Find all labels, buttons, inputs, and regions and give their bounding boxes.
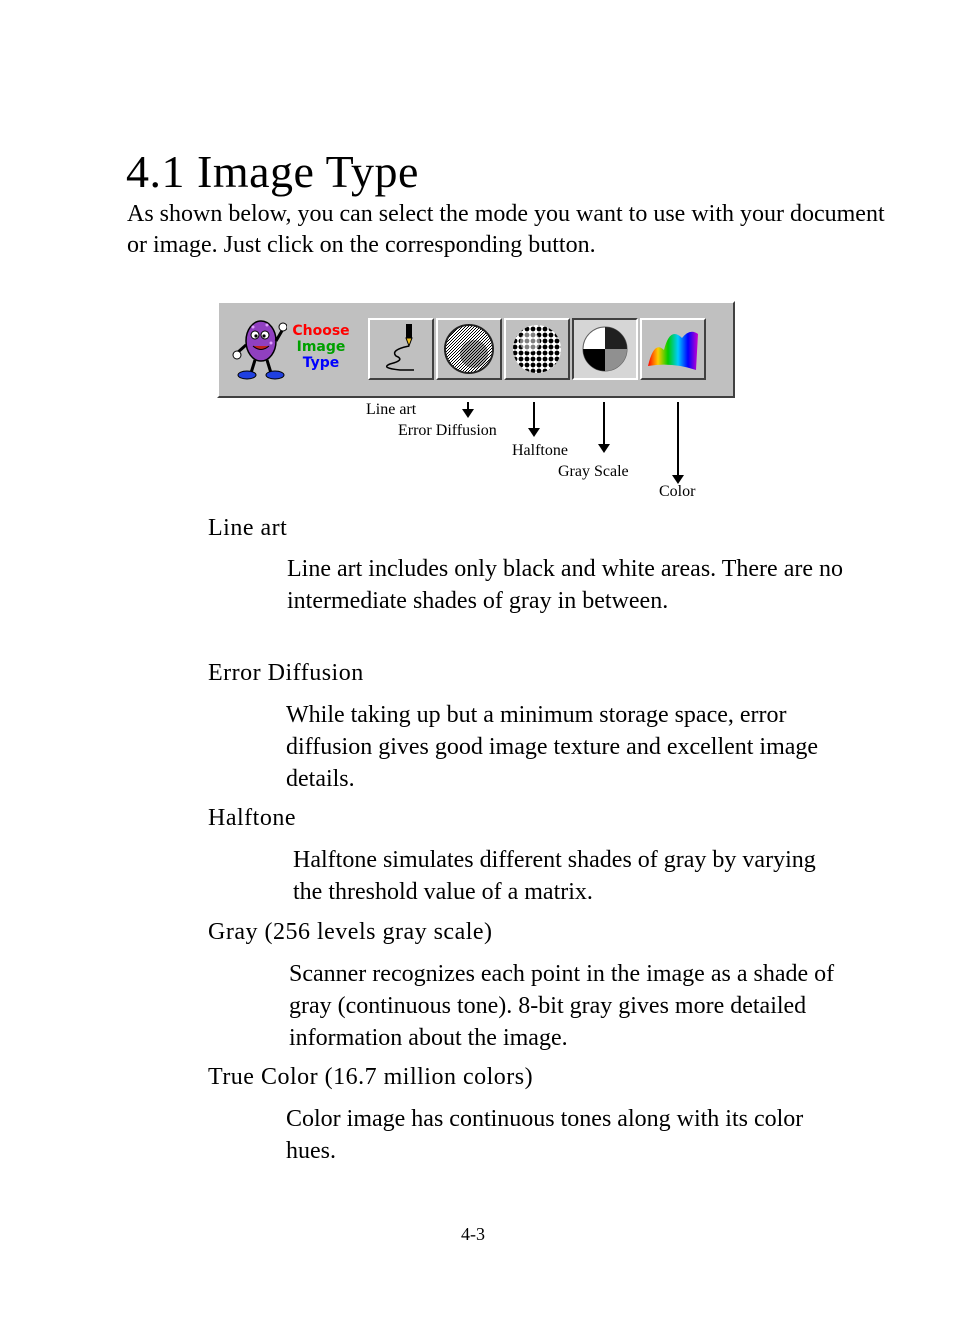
desc-line-art: Line art includes only black and white areas. There are no intermediate shades of gray in between.: [287, 556, 843, 614]
desc-gray: Scanner recognizes each point in the image as a shade of gray (continuous tone). 8-bit gray gives more detailed information about the image.: [289, 961, 835, 1051]
term-error-diffusion: Error Diffusion: [208, 660, 364, 686]
desc-error-diffusion: While taking up but a minimum storage space, error diffusion gives good image texture and excellent image details.: [286, 702, 819, 792]
desc-halftone: Halftone simulates different shades of gray by varying the threshold value of a matrix.: [293, 847, 816, 905]
choose-image-type-label: [291, 323, 351, 371]
page-title: 4.1 Image Type: [126, 146, 419, 197]
arrow-halftone: [598, 402, 610, 453]
term-halftone: Halftone: [208, 805, 296, 831]
intro-paragraph: As shown below, you can select the mode you want to use with your document or image. Just click on the corresponding button.: [127, 201, 885, 258]
callout-error-diffusion: Error Diffusion: [398, 422, 497, 439]
term-line-art: Line art: [208, 515, 288, 541]
term-gray: Gray (256 levels gray scale): [208, 919, 493, 945]
color-icon: [642, 320, 704, 378]
callout-halftone: Halftone: [512, 442, 568, 459]
halftone-icon: [506, 320, 568, 378]
callout-line-art: Line art: [366, 401, 417, 418]
arrow-line-art: [462, 402, 474, 418]
choose-word: Choose: [292, 323, 350, 339]
halftone-button[interactable]: [504, 318, 570, 380]
choose-image-type-toolbar: [217, 301, 735, 398]
gray-scale-icon: [574, 320, 636, 378]
callout-color: Color: [659, 483, 696, 500]
page-number: 4-3: [461, 1224, 485, 1244]
arrow-gray-scale: [672, 402, 684, 484]
type-word: Type: [302, 355, 340, 371]
color-button[interactable]: [640, 318, 706, 380]
line-art-icon: [370, 320, 432, 378]
callout-gray-scale: Gray Scale: [558, 463, 629, 480]
desc-true-color: Color image has continuous tones along with its color hues.: [286, 1106, 804, 1164]
arrow-error-diffusion: [528, 402, 540, 437]
image-word: Image: [296, 339, 346, 355]
line-art-button[interactable]: [368, 318, 434, 380]
error-diffusion-icon: [438, 320, 500, 378]
mascot-icon: [231, 315, 287, 381]
error-diffusion-button[interactable]: [436, 318, 502, 380]
term-true-color: True Color (16.7 million colors): [208, 1064, 534, 1090]
gray-scale-button[interactable]: [572, 318, 638, 380]
